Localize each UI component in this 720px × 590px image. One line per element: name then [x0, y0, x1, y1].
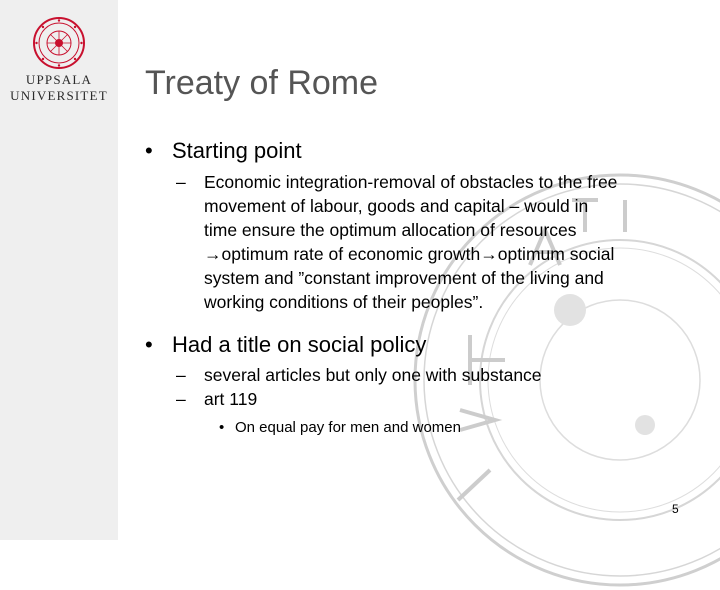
sub-bullet-art-119 — [145, 387, 705, 411]
bullet-starting-point — [145, 136, 705, 166]
paragraph-line: movement of labour, goods and capital – would in — [204, 196, 589, 216]
university-seal-icon — [32, 16, 86, 70]
bullet-social-policy — [145, 330, 705, 360]
paragraph-line: →optimum rate of economic growth→optimum social — [204, 244, 615, 264]
paragraph-line: Economic integration-removal of obstacles to the free — [204, 172, 618, 192]
logo-text-line1: UPPSALA — [25, 72, 93, 87]
logo-text-line2: UNIVERSITET — [10, 88, 108, 103]
bullet-marker: • — [145, 332, 153, 357]
bullet-text: Had a title on social policy — [172, 332, 427, 357]
sub-sub-bullet-text: On equal pay for men and women — [235, 419, 461, 436]
dash-marker: – — [176, 365, 186, 385]
bullet-marker: • — [219, 419, 225, 436]
slide-title: Treaty of Rome — [145, 64, 379, 102]
sub-bullet-economic-integration — [145, 170, 705, 314]
sub-sub-bullet-equal-pay — [145, 417, 705, 439]
paragraph-line: time ensure the optimum allocation of resources — [204, 220, 577, 240]
sub-bullet-several-articles — [145, 363, 705, 387]
bullet-marker: • — [145, 138, 153, 163]
paragraph-line: working conditions of their peoples”. — [204, 292, 484, 312]
paragraph-line: system and ”constant improvement of the living and — [204, 268, 604, 288]
slide-body — [145, 136, 705, 439]
sub-bullet-text: art 119 — [204, 389, 258, 409]
dash-marker: – — [176, 172, 186, 192]
page-number: 5 — [672, 502, 679, 516]
dash-marker: – — [176, 389, 186, 409]
bullet-text: Starting point — [172, 138, 302, 163]
sub-bullet-text: several articles but only one with substance — [204, 365, 542, 385]
sidebar — [0, 0, 118, 540]
